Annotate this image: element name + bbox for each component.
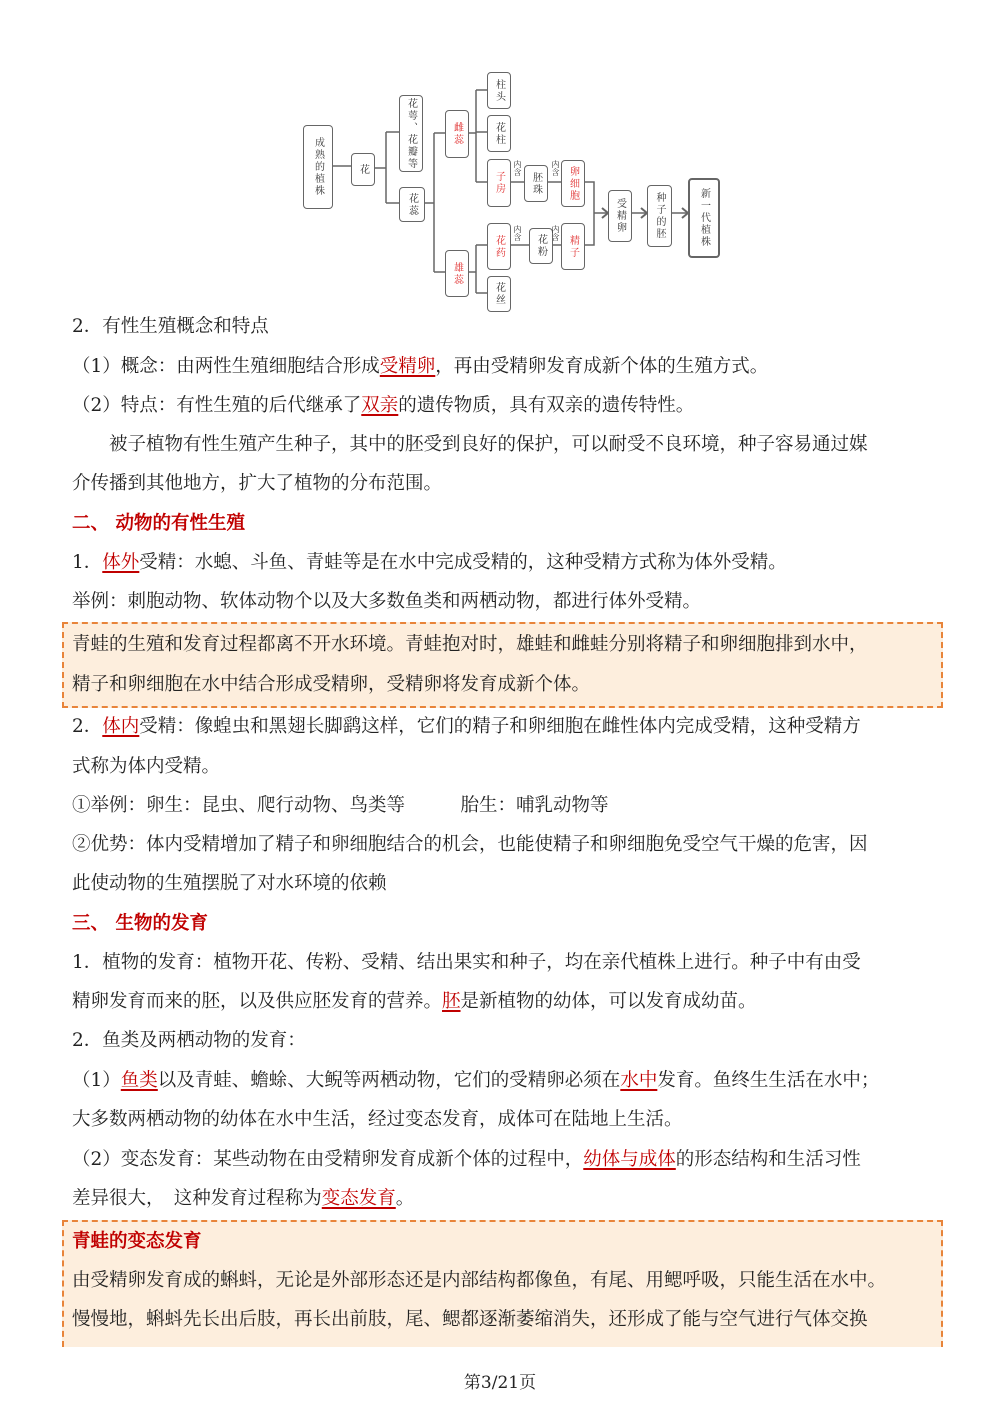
text-segment: （1）概念：由两性生殖细胞结合形成 — [72, 356, 380, 377]
text-line — [72, 715, 861, 739]
text-line — [72, 1069, 879, 1093]
text-segment: 青蛙的生殖和发育过程都离不开水环境。青蛙抱对时，雄蛙和雌蛙分别将精子和卵细胞排到水中， — [72, 634, 868, 655]
text-line — [72, 472, 442, 496]
text-segment: 差异很大， 这种发育过程称为 — [72, 1188, 322, 1209]
highlight-keyword: 受精卵 — [379, 356, 436, 377]
node-pistil: 雌蕊 — [445, 110, 469, 158]
text-line — [72, 1269, 886, 1293]
text-segment: 由受精卵发育成的蝌蚪，无论是外部形态还是内部结构都像鱼，有尾、用鳃呼吸，只能生活在水中。 — [72, 1270, 887, 1291]
node-ovary: 子房 — [487, 159, 511, 207]
text-segment: ，再由受精卵发育成新个体的生殖方式。 — [435, 356, 769, 377]
node-sperm: 精子 — [561, 223, 585, 270]
section-heading — [72, 1230, 202, 1254]
text-segment: 。 — [395, 1188, 415, 1209]
text-line — [72, 872, 387, 896]
label-contains: 内含 — [551, 225, 560, 241]
highlight-keyword: 双亲 — [361, 395, 399, 416]
text-line — [72, 394, 694, 418]
text-line — [72, 590, 701, 614]
highlight-keyword: 变态发育 — [321, 1188, 396, 1209]
node-style: 花柱 — [487, 115, 511, 152]
text-segment: 的遗传物质，具有双亲的遗传特性。 — [398, 395, 695, 416]
text-segment: ②优势：体内受精增加了精子和卵细胞结合的机会，也能使精子和卵细胞免受空气干燥的危害，因 — [72, 834, 868, 855]
label-contains: 内含 — [551, 160, 560, 176]
text-segment: 介传播到其他地方，扩大了植物的分布范围。 — [72, 473, 443, 494]
text-segment: 1． — [72, 552, 103, 573]
text-segment: 2．鱼类及两栖动物的发育： — [72, 1030, 306, 1051]
text-segment: 2．有性生殖概念和特点 — [72, 316, 269, 337]
text-line — [72, 1148, 861, 1172]
text-segment: 式称为体内受精。 — [72, 756, 221, 777]
text-line — [72, 355, 768, 379]
text-line — [72, 990, 757, 1014]
text-line — [72, 1308, 868, 1332]
node-sepal: 花萼、花瓣等 — [399, 95, 423, 172]
highlight-keyword: 体内 — [102, 716, 140, 737]
text-segment: 三、 生物的发育 — [72, 913, 208, 934]
text-segment: 是新植物的幼体，可以发育成幼苗。 — [460, 991, 757, 1012]
text-line — [72, 755, 220, 779]
node-anther: 花药 — [487, 223, 511, 270]
text-segment: 此使动物的生殖摆脱了对水环境的依赖 — [72, 873, 387, 894]
text-line — [72, 951, 861, 975]
text-segment: 受精：像蝗虫和黑翅长脚鹞这样，它们的精子和卵细胞在雌性体内完成受精，这种受精方 — [139, 716, 861, 737]
text-segment: 的形态结构和生活习性 — [675, 1149, 861, 1170]
text-line — [72, 1187, 414, 1211]
section-heading — [72, 912, 208, 936]
node-ovule: 胚珠 — [524, 165, 548, 202]
text-segment: 青蛙的变态发育 — [72, 1231, 202, 1252]
text-line — [72, 633, 868, 657]
text-line — [72, 315, 269, 339]
text-segment: （1） — [72, 1070, 121, 1091]
page-number: 第3/21页 — [463, 1373, 537, 1393]
text-segment: 二、 动物的有性生殖 — [72, 513, 245, 534]
label-contains: 内含 — [513, 225, 522, 241]
text-line — [72, 1108, 683, 1132]
text-segment: 以及青蛙、蟾蜍、大鲵等两栖动物，它们的受精卵必须在 — [157, 1070, 621, 1091]
node-zygote: 受精卵 — [608, 190, 632, 242]
text-segment: 举例：刺胞动物、软体动物个以及大多数鱼类和两栖动物，都进行体外受精。 — [72, 591, 702, 612]
node-flower: 花 — [351, 153, 375, 186]
text-line — [72, 833, 868, 857]
text-segment: 1．植物的发育：植物开花、传粉、受精、结出果实和种子，均在亲代植株上进行。种子中有由受 — [72, 952, 861, 973]
section-heading — [72, 512, 245, 536]
text-segment: 精卵发育而来的胚，以及供应胚发育的营养。 — [72, 991, 443, 1012]
node-egg: 卵细胞 — [561, 160, 585, 207]
text-line — [72, 551, 787, 575]
text-segment: 被子植物有性生殖产生种子，其中的胚受到良好的保护，可以耐受不良环境，种子容易通过媒 — [72, 434, 868, 455]
highlight-keyword: 胚 — [442, 991, 461, 1012]
node-plant: 成熟的植株 — [303, 125, 333, 209]
node-stamen: 雄蕊 — [445, 250, 469, 297]
text-segment: （2）变态发育：某些动物在由受精卵发育成新个体的过程中， — [72, 1149, 584, 1170]
text-segment: （2）特点：有性生殖的后代继承了 — [72, 395, 362, 416]
text-line — [72, 794, 609, 818]
highlight-keyword: 水中 — [620, 1070, 658, 1091]
text-line — [72, 433, 868, 457]
highlight-keyword: 体外 — [102, 552, 140, 573]
text-segment: ①举例：卵生：昆虫、爬行动物、鸟类等 胎生：哺乳动物等 — [72, 795, 609, 816]
text-segment: 受精：水螅、斗鱼、青蛙等是在水中完成受精的，这种受精方式称为体外受精。 — [139, 552, 787, 573]
node-new-plant: 新一代植株 — [688, 178, 720, 258]
text-segment: 大多数两栖动物的幼体在水中生活，经过变态发育，成体可在陆地上生活。 — [72, 1109, 683, 1130]
text-segment: 精子和卵细胞在水中结合形成受精卵，受精卵将发育成新个体。 — [72, 674, 591, 695]
text-segment: 慢慢地，蝌蚪先长出后肢，再长出前肢，尾、鳃都逐渐萎缩消失，还形成了能与空气进行气体交换 — [72, 1309, 868, 1330]
highlight-keyword: 鱼类 — [120, 1070, 158, 1091]
node-stigma: 柱头 — [487, 72, 511, 109]
node-filament: 花丝 — [487, 276, 511, 312]
node-embryo: 种子的胚 — [647, 185, 672, 247]
highlight-keyword: 幼体与成体 — [583, 1149, 676, 1170]
text-line — [72, 1029, 306, 1053]
node-stamen-pistil: 花蕊 — [399, 187, 425, 222]
text-line — [72, 673, 590, 697]
node-pollen: 花粉 — [529, 228, 553, 264]
label-contains: 内含 — [513, 160, 522, 176]
text-segment: 2． — [72, 716, 103, 737]
text-segment: 发育。鱼终生生活在水中； — [657, 1070, 880, 1091]
